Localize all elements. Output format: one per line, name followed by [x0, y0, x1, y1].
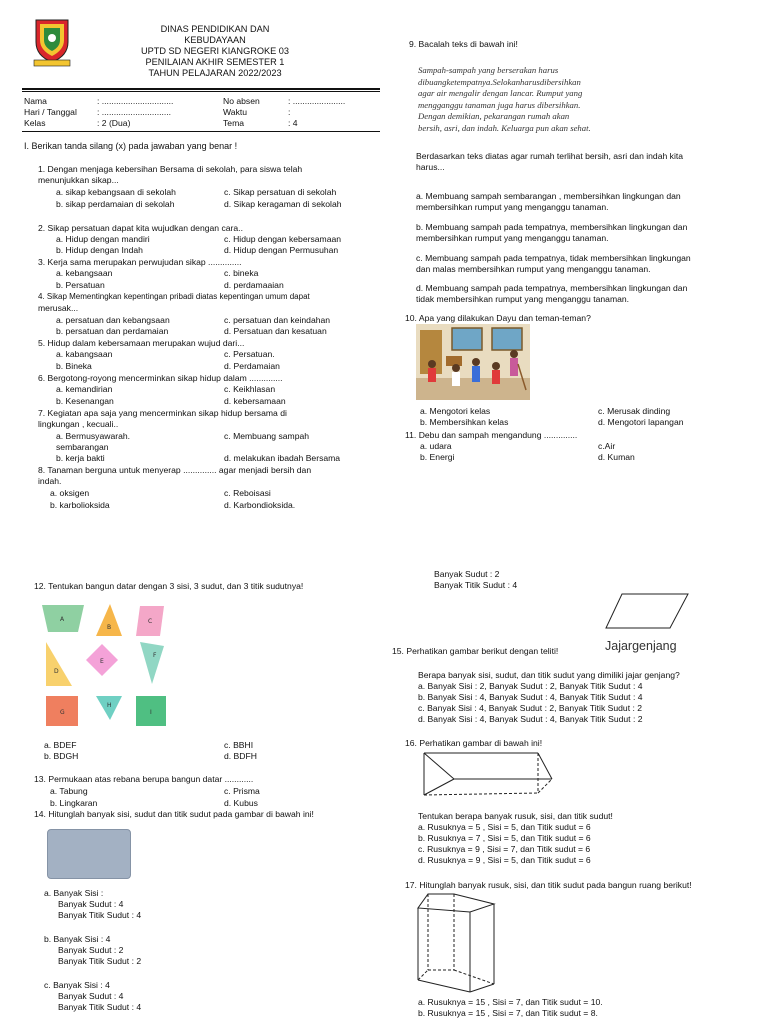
q8-option-b[interactable]: b. karbolioksida [50, 500, 110, 510]
q1-option-d[interactable]: d. Sikap keragaman di sekolah [224, 199, 342, 209]
q7-option-a[interactable]: a. Bermusyawarah. [56, 431, 131, 441]
shape-label-c: C [148, 618, 153, 625]
q15-text: 15. Perhatikan gambar berikut dengan teliti! [392, 646, 559, 656]
q14-option-a-sudut: Banyak Sudut : 4 [58, 899, 124, 909]
q4-option-c[interactable]: c. persatuan dan keindahan [224, 315, 331, 325]
shape-label-b: B [107, 624, 112, 631]
q4-option-d[interactable]: d. Persatuan dan kesatuan [224, 326, 327, 336]
q15-option-a[interactable]: a. Banyak Sisi : 2, Banyak Sudut : 2, Banyak Titik Sudut : 4 [418, 681, 643, 691]
q6-option-d[interactable]: d. kebersamaan [224, 396, 286, 406]
shape-label-g: G [60, 709, 65, 716]
waktu-field[interactable]: : [288, 107, 291, 117]
q2-text: 2. Sikap persatuan dapat kita wujudkan dengan cara.. [38, 223, 243, 233]
q9-passage-3: agar air mengalir dengan lancar. Rumput yang [418, 88, 583, 98]
q14-option-d-titik: Banyak Titik Sudut : 4 [434, 580, 518, 590]
absen-label: No absen [223, 96, 260, 106]
q4-option-a[interactable]: a. persatuan dan kebangsaan [56, 315, 170, 325]
q1-option-c[interactable]: c. Sikap persatuan di sekolah [224, 187, 337, 197]
q9-prompt-1: Berdasarkan teks diatas agar rumah terlihat bersih, asri dan indah kita [416, 151, 684, 161]
q10-classroom-illustration [416, 324, 530, 400]
q12-option-c[interactable]: c. BBHI [224, 740, 254, 750]
shape-label-e: E [100, 658, 104, 665]
q8-text: 8. Tanaman berguna untuk menyerap .............. agar menjadi bersih dan [38, 465, 312, 475]
q2-option-b[interactable]: b. Hidup dengan Indah [56, 245, 143, 255]
shape-label-i: I [150, 709, 152, 716]
q14-text: 14. Hitunglah banyak sisi, sudut dan titik sudut pada gambar di bawah ini! [34, 809, 314, 819]
q6-option-c[interactable]: c. Keikhlasan [224, 384, 276, 394]
q9-option-b-cont: membersihkan rumput yang menganggu tanaman. [416, 233, 609, 243]
q9-passage-6: bersih, asri, dan indah. Keluarga pun akan sehat. [418, 122, 591, 133]
q13-option-c[interactable]: c. Prisma [224, 786, 260, 796]
q8-text-cont: indah. [38, 476, 62, 486]
q17-option-b[interactable]: b. Rusuknya = 15 , Sisi = 7, dan Titik sudut = 8. [418, 1008, 598, 1018]
q12-option-a[interactable]: a. BDEF [44, 740, 77, 750]
q16-prism-figure [418, 749, 558, 799]
absen-field[interactable]: : ...................... [288, 96, 346, 106]
q9-option-d-cont: tidak membersihkan rumput yang menganggu tanaman. [416, 294, 630, 304]
q13-text: 13. Permukaan atas rebana berupa bangun datar ............ [34, 774, 254, 784]
q9-option-d[interactable]: d. Membuang sampah pada tempatnya, membersihkan lingkungan dan [416, 283, 688, 293]
q16-option-b[interactable]: b. Rusuknya = 7 , Sisi = 5, dan Titik sudut = 6 [418, 833, 591, 843]
q3-option-a[interactable]: a. kebangsaan [56, 268, 113, 278]
q9-prompt-2: harus... [416, 162, 445, 172]
shape-label-d: D [54, 668, 59, 675]
hari-field[interactable]: : ............................. [97, 107, 172, 117]
q10-option-c[interactable]: c. Merusak dinding [598, 406, 671, 416]
q1-option-a[interactable]: a. sikap kebangsaan di sekolah [56, 187, 176, 197]
header-line-4: PENILAIAN AKHIR SEMESTER 1 [145, 57, 285, 67]
q13-option-b[interactable]: b. Lingkaran [50, 798, 98, 808]
q3-text: 3. Kerja sama merupakan perwujudan sikap .............. [38, 257, 242, 267]
q10-text: 10. Apa yang dilakukan Dayu dan teman-teman? [405, 313, 591, 323]
q1-text: 1. Dengan menjaga kebersihan Bersama di sekolah, para siswa telah [38, 164, 303, 174]
tema-value: : 4 [288, 118, 298, 128]
q13-option-d[interactable]: d. Kubus [224, 798, 258, 808]
q14-option-b-titik: Banyak Titik Sudut : 2 [58, 956, 142, 966]
q6-option-a[interactable]: a. kemandirian [56, 384, 113, 394]
q4-text: 4. Sikap Mementingkan kepentingan pribadi diatas kepentingan umum dapat [38, 292, 310, 301]
q9-passage-4: mengganggu tanaman juga harus dibersihkan. [418, 99, 581, 110]
q9-option-a[interactable]: a. Membuang sampah sembarangan , membersihkan lingkungan dan [416, 191, 681, 201]
regency-logo [32, 16, 72, 68]
q15-prompt: Berapa banyak sisi, sudut, dan titik sudut yang dimiliki jajar genjang? [418, 670, 680, 680]
shape-b-triangle [96, 604, 122, 636]
q14-option-c-titik: Banyak Titik Sudut : 4 [58, 1002, 142, 1012]
q10-option-a[interactable]: a. Mengotori kelas [420, 406, 491, 416]
q10-option-d[interactable]: d. Mengotori lapangan [598, 417, 684, 427]
q1-text-cont: menunjukkan sikap... [38, 175, 119, 185]
shape-d-triangle [46, 642, 72, 686]
shape-label-h: H [107, 702, 112, 709]
hari-label: Hari / Tanggal [24, 107, 77, 117]
q4-text-cont: merusak... [38, 303, 79, 313]
q16-option-c[interactable]: c. Rusuknya = 9 , Sisi = 7, dan Titik sudut = 6 [418, 844, 591, 854]
kelas-value: : 2 (Dua) [97, 118, 131, 128]
q9-option-a-cont: membersihkan rumput yang menganggu tanaman. [416, 202, 609, 212]
q5-option-d[interactable]: d. Perdamaian [224, 361, 280, 371]
q8-option-a[interactable]: a. oksigen [50, 488, 90, 498]
kelas-label: Kelas [24, 118, 46, 128]
q10-option-b[interactable]: b. Membersihkan kelas [420, 417, 509, 427]
q2-option-a[interactable]: a. Hidup dengan mandiri [56, 234, 150, 244]
q11-text: 11. Debu dan sampah mengandung .............. [405, 430, 578, 440]
header-line-2: KEBUDAYAAN [184, 35, 246, 45]
q14-option-a[interactable]: a. Banyak Sisi : [44, 888, 104, 898]
q3-option-c[interactable]: c. bineka [224, 268, 259, 278]
q15-option-d[interactable]: d. Banyak Sisi : 4, Banyak Sudut : 4, Banyak Titik Sudut : 2 [418, 714, 643, 724]
q7-option-b[interactable]: b. kerja bakti [56, 453, 105, 463]
q14-option-c-sudut: Banyak Sudut : 4 [58, 991, 124, 1001]
identity-divider [22, 131, 380, 132]
tema-label: Tema [223, 118, 245, 128]
q12-shapes-figure [40, 600, 180, 732]
shape-label-f: F [153, 652, 157, 659]
q14-option-b-sudut: Banyak Sudut : 2 [58, 945, 124, 955]
q7-text: 7. Kegiatan apa saja yang mencerminkan sikap hidup bersama di [38, 408, 287, 418]
q9-option-c-cont: dan malas membersihkan rumput yang menganggu tanaman. [416, 264, 651, 274]
q8-option-d[interactable]: d. Karbondioksida. [224, 500, 296, 510]
q14-option-c[interactable]: c. Banyak Sisi : 4 [44, 980, 110, 990]
header-line-3: UPTD SD NEGERI KIANGROKE 03 [140, 46, 290, 56]
q16-option-d[interactable]: d. Rusuknya = 9 , Sisi = 5, dan Titik sudut = 6 [418, 855, 591, 865]
q11-option-a[interactable]: a. udara [420, 441, 452, 451]
q9-text: 9. Bacalah teks di bawah ini! [409, 39, 518, 49]
q14-option-d-sudut: Banyak Sudut : 2 [434, 569, 500, 579]
q16-text: 16. Perhatikan gambar di bawah ini! [405, 738, 543, 748]
q16-option-a[interactable]: a. Rusuknya = 5 , Sisi = 5, dan Titik sudut = 6 [418, 822, 591, 832]
header-line-5: TAHUN PELAJARAN 2022/2023 [148, 68, 282, 78]
q14-option-b[interactable]: b. Banyak Sisi : 4 [44, 934, 111, 944]
q9-option-b[interactable]: b. Membuang sampah pada tempatnya, membersihkan lingkungan dan [416, 222, 688, 232]
instruction: I. Berikan tanda silang (x) pada jawaban yang benar ! [24, 141, 238, 151]
q15-option-b[interactable]: b. Banyak Sisi : 4, Banyak Sudut : 4, Banyak Titik Sudut : 4 [418, 692, 643, 702]
q3-option-d[interactable]: d. perdamaaian [224, 280, 284, 290]
q9-passage-1: Sampah-sampah yang berserakan harus [418, 65, 559, 75]
q2-option-c[interactable]: c. Hidup dengan kebersamaan [224, 234, 342, 244]
q12-option-b[interactable]: b. BDGH [44, 751, 79, 761]
q5-option-c[interactable]: c. Persatuan. [224, 349, 275, 359]
q12-text: 12. Tentukan bangun datar dengan 3 sisi, 3 sudut, dan 3 titik sudutnya! [34, 581, 304, 591]
q7-text-cont: lingkungan , kecuali.. [38, 419, 119, 429]
q17-option-a[interactable]: a. Rusuknya = 15 , Sisi = 7, dan Titik sudut = 10. [418, 997, 603, 1007]
q14-option-a-titik: Banyak Titik Sudut : 4 [58, 910, 142, 920]
shape-f-triangle [140, 642, 164, 684]
q4-option-b[interactable]: b. persatuan dan perdamaian [56, 326, 169, 336]
q6-text: 6. Bergotong-royong mencerminkan sikap hidup dalam .............. [38, 373, 283, 383]
q3-option-b[interactable]: b. Persatuan [56, 280, 105, 290]
q9-option-c[interactable]: c. Membuang sampah pada tempatnya, tidak membersihkan lingkungan [416, 253, 691, 263]
q1-option-b[interactable]: b. sikap perdamaian di sekolah [56, 199, 175, 209]
q7-option-d[interactable]: d. melakukan ibadah Bersama [224, 453, 341, 463]
q8-option-c[interactable]: c. Reboisasi [224, 488, 271, 498]
q6-option-b[interactable]: b. Kesenangan [56, 396, 114, 406]
nama-field[interactable]: : .............................. [97, 96, 174, 106]
q14-rectangle-figure [47, 829, 131, 879]
q16-prompt: Tentukan berapa banyak rusuk, sisi, dan titik sudut! [418, 811, 613, 821]
q5-option-a[interactable]: a. kabangsaan [56, 349, 113, 359]
q7-option-a-cont: sembarangan [56, 442, 109, 452]
header-line-1: DINAS PENDIDIKAN DAN [160, 24, 270, 34]
q13-option-a[interactable]: a. Tabung [50, 786, 88, 796]
shape-label-a: A [60, 616, 65, 623]
q17-text: 17. Hitunglah banyak rusuk, sisi, dan titik sudut pada bangun ruang berikut! [405, 880, 692, 890]
q11-option-c[interactable]: c.Air [598, 441, 616, 451]
parallelogram-figure [604, 592, 690, 630]
q2-option-d[interactable]: d. Hidup dengan Permusuhan [224, 245, 339, 255]
q17-pentagonal-prism-figure [414, 890, 506, 994]
q11-option-b[interactable]: b. Energi [420, 452, 455, 462]
parallelogram-caption: Jajargenjang [605, 639, 677, 653]
q12-option-d[interactable]: d. BDFH [224, 751, 257, 761]
nama-label: Nama [24, 96, 47, 106]
waktu-label: Waktu [223, 107, 248, 117]
header-divider-thin [22, 91, 380, 92]
q9-passage-5: Dengan demikian, pekarangan rumah akan [418, 111, 570, 121]
q5-text: 5. Hidup dalam kebersamaan merupakan wujud dari... [38, 338, 245, 348]
q15-option-c[interactable]: c. Banyak Sisi : 4, Banyak Sudut : 2, Banyak Titik Sudut : 2 [418, 703, 643, 713]
q7-option-c[interactable]: c. Membuang sampah [224, 431, 310, 441]
q5-option-b[interactable]: b. Bineka [56, 361, 92, 371]
q9-passage-2: dibuangketempatnya.Selokanharusdibersihkan [418, 76, 581, 87]
q11-option-d[interactable]: d. Kuman [598, 452, 635, 462]
header-divider-thick [22, 88, 380, 90]
